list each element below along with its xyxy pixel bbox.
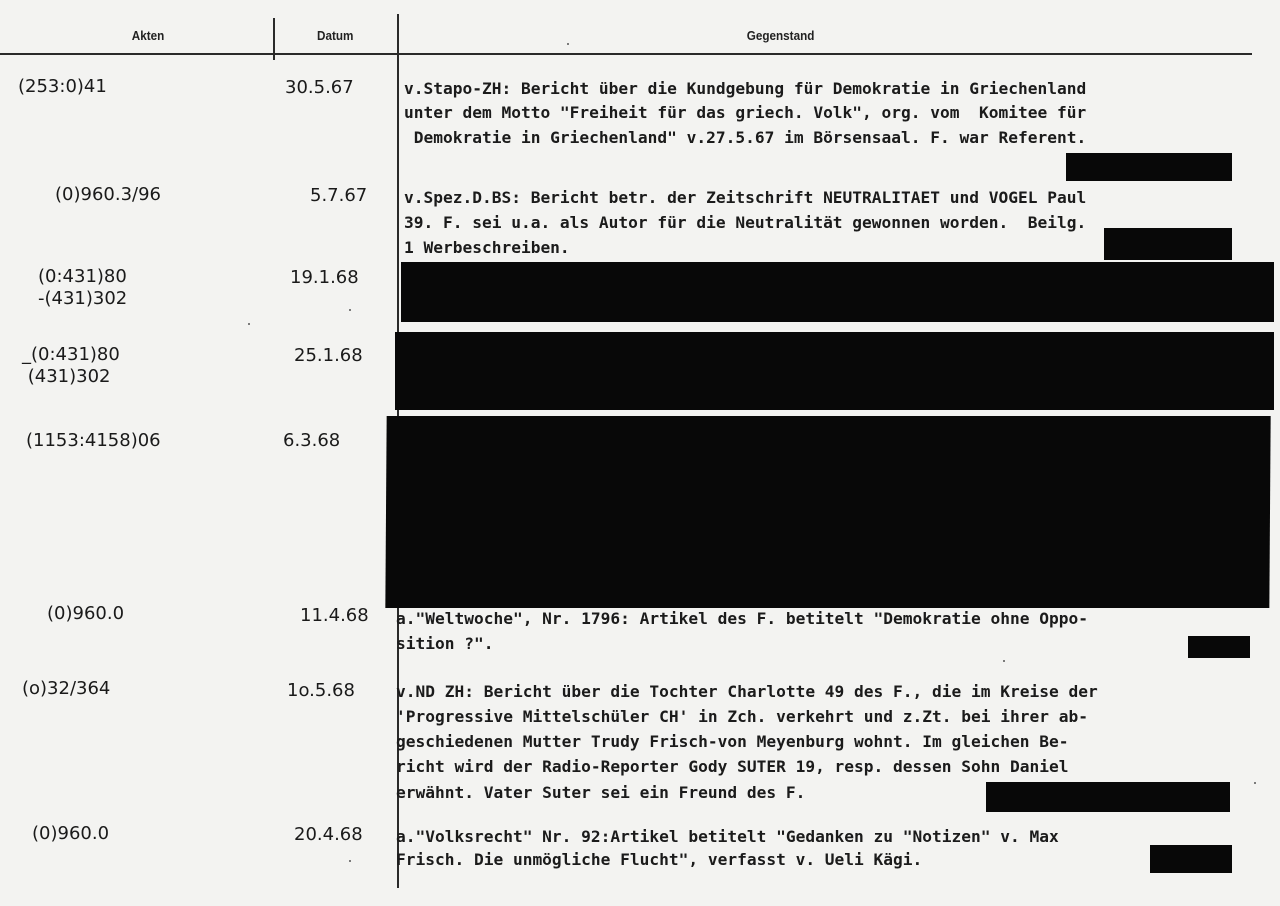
entry-7-line-1: v.ND ZH: Bericht über die Tochter Charlotte 49 des F., die im Kreise der [396,682,1098,701]
redaction-block [401,262,1274,322]
column-divider-1 [273,18,275,60]
scan-speck [567,43,569,45]
entry-8-line-1: a."Volksrecht" Nr. 92:Artikel betitelt "Gedanken zu "Notizen" v. Max [396,827,1059,846]
scan-speck [1254,782,1256,784]
header-rule [0,53,1252,55]
entry-7-line-2: 'Progressive Mittelschüler CH' in Zch. verkehrt und z.Zt. bei ihrer ab- [396,707,1088,726]
redaction-bar [986,782,1230,812]
entry-7-datum: 1o.5.68 [287,680,355,701]
entry-1-line-2: unter dem Motto "Freiheit für das griech. Volk", org. vom Komitee für [404,103,1087,122]
entry-2-line-2: 39. F. sei u.a. als Autor für die Neutralität gewonnen worden. Beilg. [404,213,1087,232]
entry-3-datum: 19.1.68 [290,267,359,288]
redaction-bar [1066,153,1232,181]
entry-2-line-1: v.Spez.D.BS: Bericht betr. der Zeitschrift NEUTRALITAET und VOGEL Paul [404,188,1087,207]
header-datum: Datum [317,28,354,43]
scan-speck [248,323,250,325]
entry-1-akten: (253:0)41 [18,76,107,97]
entry-7-line-3: geschiedenen Mutter Trudy Frisch-von Meyenburg wohnt. Im gleichen Be- [396,732,1069,751]
entry-8-datum: 20.4.68 [294,824,363,845]
entry-1-line-1: v.Stapo-ZH: Bericht über die Kundgebung für Demokratie in Griechenland [404,79,1087,98]
entry-5-akten: (1153:4158)06 [26,430,161,451]
scan-speck [349,860,351,862]
redaction-block [385,416,1270,608]
header-gegenstand: Gegenstand [746,28,815,43]
entry-3-akten: (0:431)80 -(431)302 [38,266,128,309]
redaction-block [395,332,1274,410]
entry-6-akten: (0)960.0 [47,603,125,624]
entry-1-line-3: Demokratie in Griechenland" v.27.5.67 im Börsensaal. F. war Referent. [404,128,1087,147]
entry-6-line-2: sition ?". [396,634,494,653]
entry-6-line-1: a."Weltwoche", Nr. 1796: Artikel des F. betitelt "Demokratie ohne Oppo- [396,609,1088,628]
entry-8-akten: (0)960.0 [32,823,110,844]
entry-7-line-5: erwähnt. Vater Suter sei ein Freund des F. [396,783,806,802]
scan-speck [1003,660,1005,662]
entry-7-akten: (o)32/364 [22,678,111,699]
scan-speck [349,309,351,311]
entry-5-datum: 6.3.68 [283,430,341,451]
entry-4-akten: _(0:431)80 (431)302 [22,344,120,387]
header-akten: Akten [131,28,165,43]
entry-6-datum: 11.4.68 [300,605,369,626]
entry-2-line-3: 1 Werbeschreiben. [404,238,570,257]
entry-4-datum: 25.1.68 [294,345,363,366]
redaction-bar [1188,636,1250,658]
redaction-bar [1150,845,1232,873]
entry-7-line-4: richt wird der Radio-Reporter Gody SUTER 19, resp. dessen Sohn Daniel [396,757,1069,776]
entry-8-line-2: Frisch. Die unmögliche Flucht", verfasst v. Ueli Kägi. [396,850,923,869]
redaction-bar [1104,228,1232,260]
entry-2-akten: (0)960.3/96 [55,184,161,205]
entry-1-datum: 30.5.67 [285,77,354,98]
entry-2-datum: 5.7.67 [310,185,368,206]
